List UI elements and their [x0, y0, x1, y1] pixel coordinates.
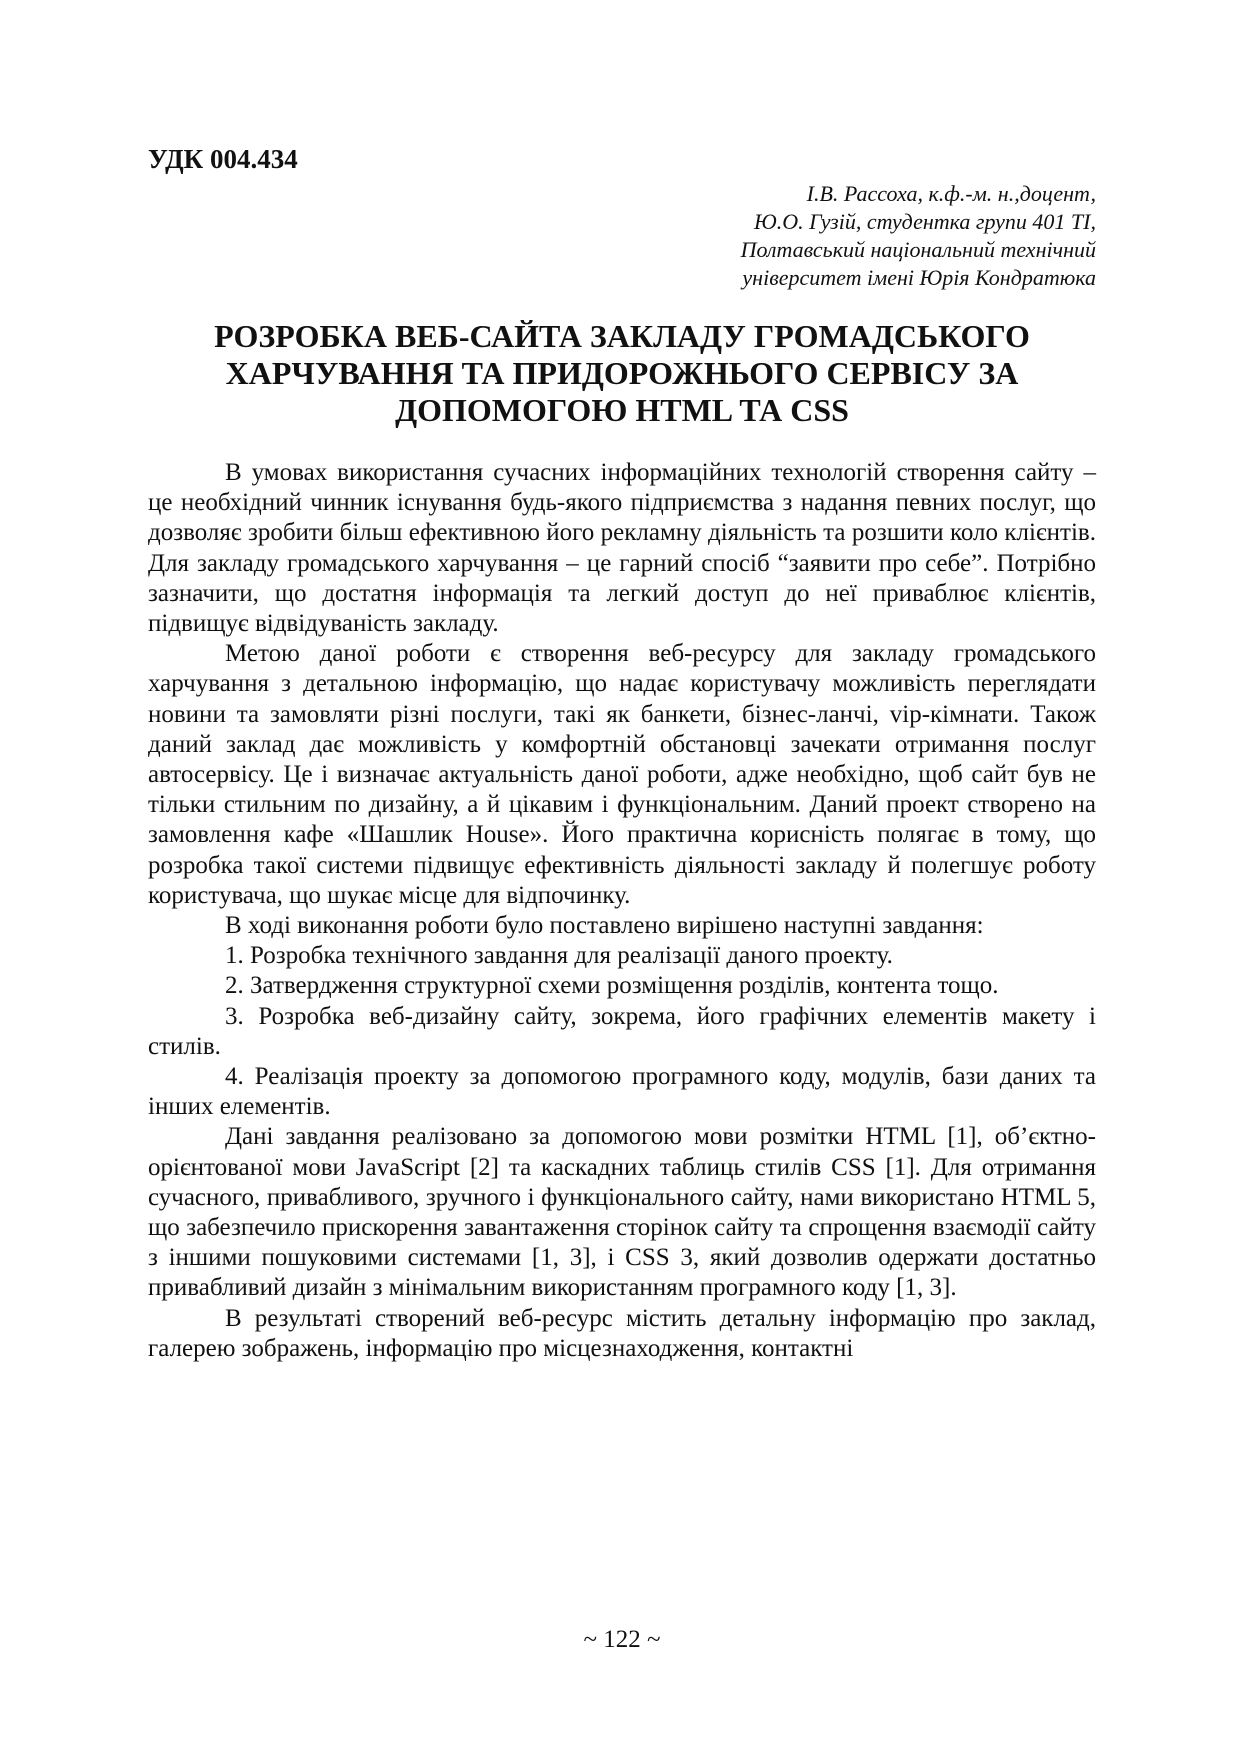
- paper-title: [148, 318, 1096, 429]
- author-line: І.В. Рассоха, к.ф.-м. н.,доцент,: [806, 181, 1096, 206]
- author-line: Ю.О. Гузій, студентка групи 401 ТІ,: [754, 209, 1096, 234]
- task-list-item: 4. Реалізація проекту за допомогою програмного коду, модулів, бази даних та інших елементів.: [148, 1063, 1096, 1121]
- title-line: ДОПОМОГОЮ HTML ТА CSS: [395, 392, 849, 428]
- paragraph-introduction: В умовах використання сучасних інформаційних технологій створення сайту – це необхідний чинник існування будь-якого підприємства з надання певних послуг, що дозволяє зробити більш ефективною його рекламну діяльність та розшити коло клієнтів. Для закладу громадського харчування – це гарний спосіб “заявити про себе”. Потрібно зазначити, що достатня інформація та легкий доступ до неї приваблює клієнтів, підвищує відвідуваність закладу.: [148, 459, 1096, 638]
- affiliation-line: Полтавський національний технічний: [740, 237, 1096, 262]
- paragraph-result: В результаті створений веб-ресурс містить детальну інформацію про заклад, галерею зображень, інформацію про місцезнаходження, контактні: [148, 1304, 1096, 1362]
- affiliation-line: університет імені Юрія Кондратюка: [742, 265, 1096, 290]
- body-text: [148, 458, 1096, 1364]
- paragraph-implementation: Дані завдання реалізовано за допомогою мови розмітки HTML [1], об’єктно-орієнтованої мови JavaScript [2] та каскадних таблиць стилів CSS [1]. Для отримання сучасного, привабливого, зручного і функціонального сайту, нами використано HTML 5, що забезпечило прискорення завантаження сторінок сайту та спрощення взаємодії сайту з іншими пошуковими системами [1, 3], і CSS 3, який дозволив одержати достатньо привабливий дизайн з мінімальним використанням програмного коду [1, 3].: [148, 1123, 1096, 1302]
- document-page: [148, 0, 1096, 1754]
- title-line: ХАРЧУВАННЯ ТА ПРИДОРОЖНЬОГО СЕРВІСУ ЗА: [225, 355, 1019, 391]
- task-list-item: 2. Затвердження структурної схеми розміщення розділів, контента тощо.: [225, 972, 999, 1000]
- udk-code: УДК 004.434: [148, 144, 298, 174]
- task-list-item: 1. Розробка технічного завдання для реалізації даного проекту.: [225, 942, 893, 970]
- task-list-item: 3. Розробка веб-дизайну сайту, зокрема, його графічних елементів макету і стилів.: [148, 1002, 1096, 1060]
- author-block: [476, 180, 1096, 292]
- title-line: РОЗРОБКА ВЕБ-САЙТА ЗАКЛАДУ ГРОМАДСЬКОГО: [214, 318, 1030, 354]
- page-number: ~ 122 ~: [583, 1626, 661, 1653]
- paragraph-tasks-intro: В ході виконання роботи було поставлено вирішено наступні завдання:: [225, 912, 984, 940]
- paragraph-purpose: Метою даної роботи є створення веб-ресурсу для закладу громадського харчування з детальною інформацію, що надає користувачу можливість переглядати новини та замовляти різні послуги, такі як банкети, бізнес-ланчі, vip-кімнати. Також даний заклад дає можливість у комфортній обстановці зачекати отримання послуг автосервісу. Це і визначає актуальність даної роботи, адже необхідно, щоб сайт був не тільки стильним по дизайну, а й цікавим і функціональним. Даний проект створено на замовлення кафе «Шашлик House». Його практична корисність полягає в тому, що розробка такої системи підвищує ефективність діяльності закладу й полегшує роботу користувача, що шукає місце для відпочинку.: [148, 640, 1096, 909]
